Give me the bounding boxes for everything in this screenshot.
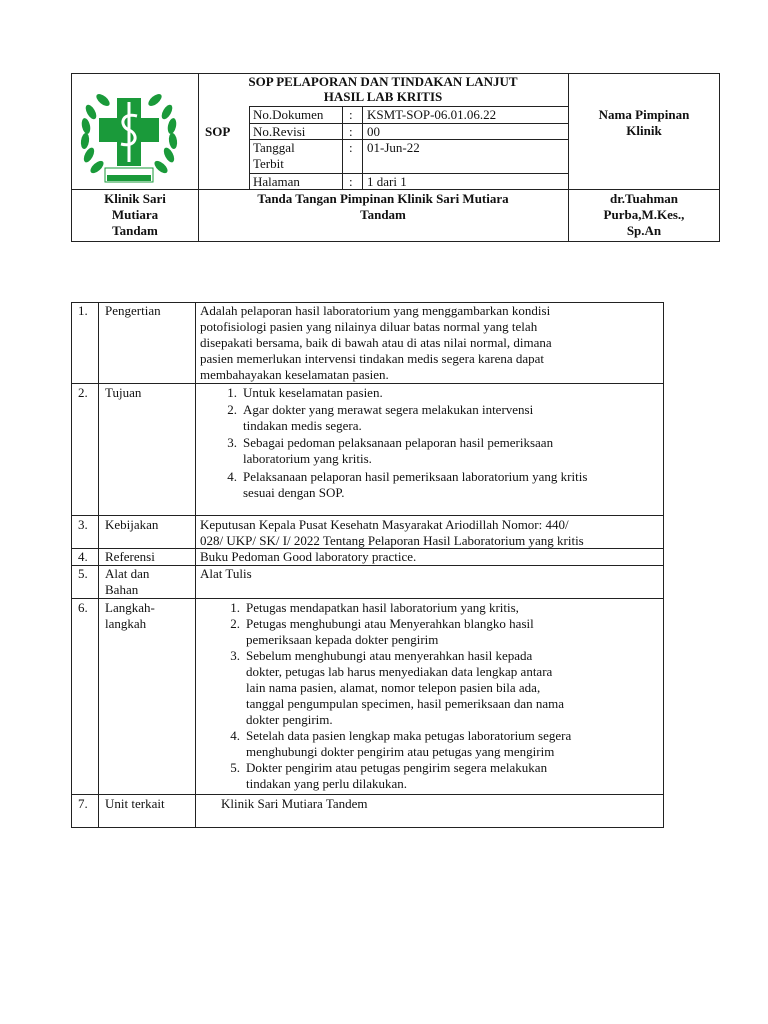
policy-text: Keputusan Kepala Pusat Kesehatn Masyarakat Ariodillah Nomor: 440/ 028/ UKP/ SK/ I/ 2022 Tentang Pelaporan Hasil Laboratorium yang kritis xyxy=(200,517,584,548)
row-number: 7. xyxy=(78,796,88,811)
row-number: 3. xyxy=(78,517,88,532)
clinic-name: Klinik Sari Mutiara Tandam xyxy=(104,191,166,238)
meta-sep: : xyxy=(349,124,353,139)
divider xyxy=(71,565,664,566)
tools-text: Alat Tulis xyxy=(200,566,252,581)
list-item-text: Setelah data pasien lengkap maka petugas laboratorium segera menghubungi dokter pengirim atau petugas yang mengirim xyxy=(246,728,572,759)
divider xyxy=(568,73,569,242)
list-item-text: Sebelum menghubungi atau menyerahkan hasil kepada dokter, petugas lab harus menyediakan data lengkap antara lain nama pasien, alamat, nomor telepon pasien bila ada, tanggal pengumpulan specimen, hasil pemeriksaan dan nama dokter pengirim. xyxy=(246,648,565,727)
row-label: Pengertian xyxy=(105,303,161,318)
list-item-text: Petugas menghubungi atau Menyerahkan blangko hasil pemeriksaan kepada dokter pengirim xyxy=(246,616,534,647)
row-number: 1. xyxy=(78,303,88,318)
divider xyxy=(198,73,199,242)
list-item-text: Pelaksanaan pelaporan hasil pemeriksaan laboratorium yang kritis sesuai dengan SOP. xyxy=(243,469,588,500)
leader-label: Nama Pimpinan Klinik xyxy=(598,107,690,138)
doc-title-line2: HASIL LAB KRITIS xyxy=(323,89,443,104)
meta-label: No.Dokumen xyxy=(253,107,324,122)
meta-value: 1 dari 1 xyxy=(367,174,407,189)
divider xyxy=(71,515,664,516)
clinic-logo xyxy=(77,86,181,186)
leader-name: dr.Tuahman Purba,M.Kes., Sp.An xyxy=(603,191,685,238)
list-item-text: Sebagai pedoman pelaksanaan pelaporan hasil pemeriksaan laboratorium yang kritis. xyxy=(243,435,554,466)
divider xyxy=(342,106,343,189)
row-label: Kebijakan xyxy=(105,517,159,532)
meta-sep: : xyxy=(349,140,353,155)
meta-value: 00 xyxy=(367,124,380,139)
doc-title-line1: SOP PELAPORAN DAN TINDAKAN LANJUT xyxy=(248,74,518,89)
list-item-text: Agar dokter yang merawat segera melakukan intervensi tindakan medis segera. xyxy=(243,402,534,433)
related-unit-text: Klinik Sari Mutiara Tandem xyxy=(221,796,368,811)
row-number: 6. xyxy=(78,600,88,615)
row-label: Unit terkait xyxy=(105,796,165,811)
meta-sep: : xyxy=(349,107,353,122)
divider xyxy=(71,383,664,384)
row-label: Langkah- langkah xyxy=(105,600,155,631)
meta-label: Tanggal Terbit xyxy=(253,140,295,171)
meta-label: Halaman xyxy=(253,174,300,189)
divider xyxy=(362,106,363,189)
list-item-text: Untuk keselamatan pasien. xyxy=(243,385,383,400)
row-label: Alat dan Bahan xyxy=(105,566,150,597)
meta-value: KSMT-SOP-06.01.06.22 xyxy=(367,107,497,122)
list-item-text: Dokter pengirim atau petugas pengirim segera melakukan tindakan yang perlu dilakukan. xyxy=(246,760,548,791)
reference-text: Buku Pedoman Good laboratory practice. xyxy=(200,549,417,564)
definition-text: Adalah pelaporan hasil laboratorium yang menggambarkan kondisi potofisiologi pasien yang nilainya diluar batas normal yang telah disepakati bersama, baik di bawah atau di atas nilai normal, dimana pasien memerlukan intervensi tindakan medis segera karena dapat membahayakan keselamatan pasien. xyxy=(200,303,552,382)
row-label: Referensi xyxy=(105,549,155,564)
row-number: 4. xyxy=(78,549,88,564)
meta-value: 01-Jun-22 xyxy=(367,140,420,155)
sop-label: SOP xyxy=(205,124,231,139)
divider xyxy=(71,598,664,599)
row-label: Tujuan xyxy=(105,385,142,400)
row-number: 5. xyxy=(78,566,88,581)
row-number: 2. xyxy=(78,385,88,400)
meta-sep: : xyxy=(349,174,353,189)
divider xyxy=(71,794,664,795)
meta-label: No.Revisi xyxy=(253,124,306,139)
list-item-text: Petugas mendapatkan hasil laboratorium yang kritis, xyxy=(246,600,519,615)
divider xyxy=(249,106,250,189)
signature-label: Tanda Tangan Pimpinan Klinik Sari Mutiara Tandam xyxy=(257,191,509,222)
